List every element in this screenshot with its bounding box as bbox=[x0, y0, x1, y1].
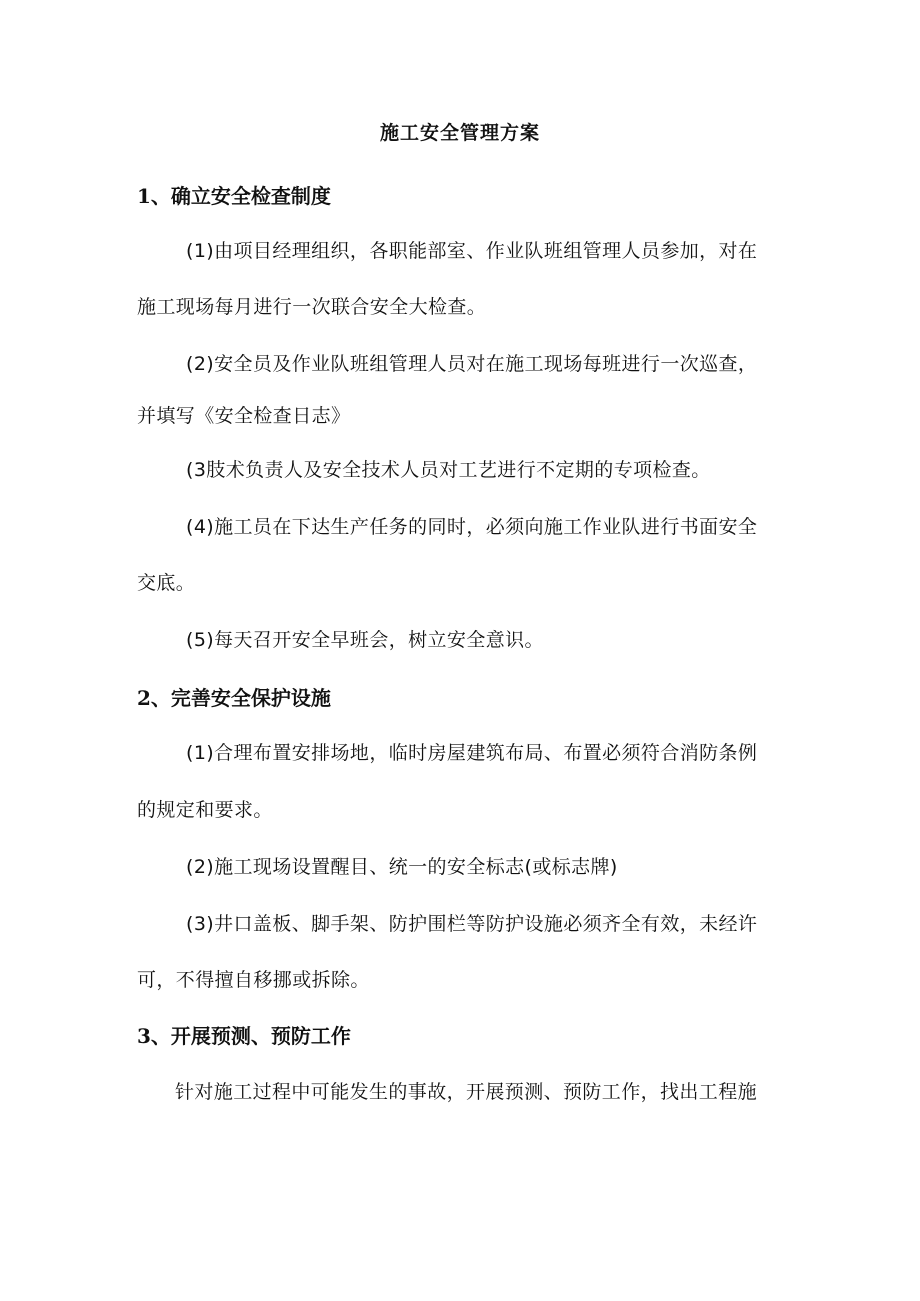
section-3-number: 3 bbox=[137, 1024, 151, 1048]
section-2-number: 2 bbox=[137, 686, 151, 710]
paragraph-line: (4)施工员在下达生产任务的同时，必须向施工作业队进行书面安全 bbox=[186, 516, 758, 538]
paragraph-line: 针对施工过程中可能发生的事故，开展预测、预防工作，找出工程施 bbox=[175, 1081, 758, 1103]
paragraph-line: (3)井口盖板、脚手架、防护围栏等防护设施必须齐全有效，未经许 bbox=[186, 913, 758, 935]
paragraph-line: 的规定和要求。 bbox=[137, 799, 273, 821]
section-3-title: 、开展预测、预防工作 bbox=[150, 1024, 351, 1048]
section-3-heading bbox=[137, 1020, 351, 1049]
paragraph-line: 施工现场每月进行一次联合安全大检查。 bbox=[137, 296, 487, 318]
section-2-title: 、完善安全保护设施 bbox=[150, 686, 331, 710]
paragraph-line: (2)安全员及作业队班组管理人员对在施工现场每班进行一次巡查， bbox=[186, 353, 758, 375]
paragraph-line: (1)由项目经理组织，各职能部室、作业队班组管理人员参加，对在 bbox=[186, 240, 758, 262]
paragraph-line: (5)每天召开安全早班会，树立安全意识。 bbox=[186, 629, 544, 651]
paragraph-line: 交底。 bbox=[137, 572, 196, 594]
section-1-title: 、确立安全检查制度 bbox=[150, 184, 331, 208]
paragraph-line: (1)合理布置安排场地，临时房屋建筑布局、布置必须符合消防条例 bbox=[186, 742, 758, 764]
section-1-heading bbox=[137, 180, 331, 209]
paragraph-line: (3肢术负责人及安全技术人员对工艺进行不定期的专项检查。 bbox=[186, 459, 711, 481]
section-2-heading bbox=[137, 682, 331, 711]
paragraph-line: (2)施工现场设置醒目、统一的安全标志(或标志牌) bbox=[186, 856, 618, 878]
paragraph-line: 可，不得擅自移挪或拆除。 bbox=[137, 969, 370, 991]
paragraph-line: 并填写《安全检查日志》 bbox=[137, 405, 351, 427]
document-title: 施工安全管理方案 bbox=[379, 122, 540, 144]
section-1-number: 1 bbox=[137, 184, 151, 208]
